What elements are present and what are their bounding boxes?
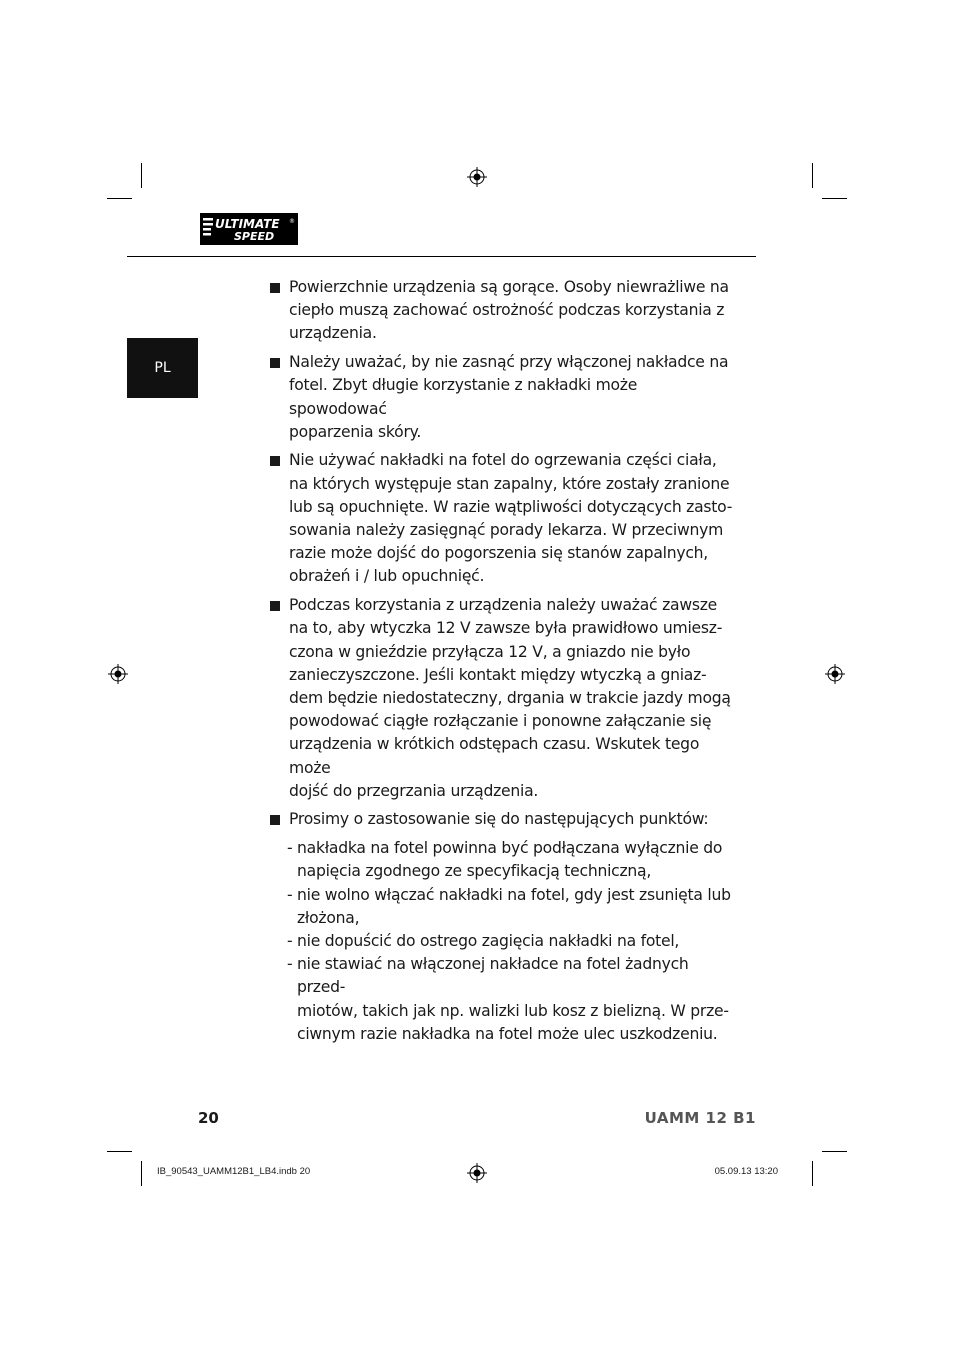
bullet-line: urządzenia. <box>289 324 377 343</box>
bullet-line: obrażeń i / lub opuchnięć. <box>289 567 485 586</box>
dash-line: złożona, <box>297 908 360 927</box>
crop-mark <box>141 163 142 188</box>
bullet-item <box>268 449 738 588</box>
registration-mark-icon <box>825 664 845 684</box>
crop-mark <box>822 198 847 199</box>
dash-item <box>268 953 738 1046</box>
dash-marker: - <box>287 931 293 950</box>
crop-mark <box>141 1161 142 1186</box>
bullet-line: na których występuje stan zapalny, które zostały zranione <box>289 474 730 493</box>
safety-instructions <box>268 276 738 1046</box>
dash-item <box>268 930 738 953</box>
registration-mark-icon <box>467 1163 487 1183</box>
dash-marker: - <box>287 839 293 858</box>
crop-mark <box>812 1161 813 1186</box>
model-number: UAMM 12 B1 <box>644 1109 756 1127</box>
bullet-item <box>268 351 738 444</box>
language-tab <box>127 338 198 398</box>
bullet-line: dojść do przegrzania urządzenia. <box>289 781 539 800</box>
bullet-line: fotel. Zbyt długie korzystanie z nakładki może spowodować <box>289 376 638 418</box>
header-rule <box>127 256 756 257</box>
dash-line: napięcia zgodnego ze specyfikacją techniczną, <box>297 862 652 881</box>
bullet-item <box>268 276 738 346</box>
svg-text:SPEED: SPEED <box>234 230 275 243</box>
slug-datetime: 05.09.13 13:20 <box>714 1166 778 1177</box>
bullet-line: lub są opuchnięte. W razie wątpliwości dotyczących zasto- <box>289 497 733 516</box>
dash-marker: - <box>287 885 293 904</box>
dash-item <box>268 837 738 883</box>
bullet-line: Prosimy o zastosowanie się do następujących punktów: <box>289 810 709 829</box>
bullet-line: ciepło muszą zachować ostrożność podczas korzystania z <box>289 301 725 320</box>
crop-mark <box>812 163 813 188</box>
bullet-item <box>268 808 738 831</box>
bullet-line: razie może dojść do pogorszenia się stanów zapalnych, <box>289 544 708 563</box>
page-number: 20 <box>198 1109 219 1127</box>
registration-mark-icon <box>467 167 487 187</box>
bullet-line: zanieczyszczone. Jeśli kontakt między wtyczką a gniaz- <box>289 665 707 684</box>
bullet-square-icon <box>270 601 280 611</box>
bullet-line: sowania należy zasięgnąć porady lekarza. W przeciwnym <box>289 521 724 540</box>
registration-mark-icon <box>108 664 128 684</box>
bullet-line: urządzenia w krótkich odstępach czasu. Wskutek tego może <box>289 735 700 777</box>
dash-list <box>268 837 738 1046</box>
bullet-line: poparzenia skóry. <box>289 422 422 441</box>
dash-line: ciwnym razie nakładka na fotel może ulec uszkodzeniu. <box>297 1024 718 1043</box>
bullet-line: czona w gnieździe przyłącza 12 V, a gniazdo nie było <box>289 642 691 661</box>
svg-text:ULTIMATE: ULTIMATE <box>215 217 280 231</box>
bullet-item <box>268 594 738 803</box>
bullet-line: Należy uważać, by nie zasnąć przy włączonej nakładce na <box>289 353 729 372</box>
bullet-line: dem będzie niedostateczny, drgania w trakcie jazdy mogą <box>289 688 731 707</box>
ultimate-speed-logo <box>200 213 298 245</box>
bullet-line: Podczas korzystania z urządzenia należy uważać zawsze <box>289 596 717 615</box>
dash-item <box>268 884 738 930</box>
bullet-square-icon <box>270 358 280 368</box>
dash-line: nie dopuścić do ostrego zagięcia nakładki na fotel, <box>297 931 680 950</box>
dash-line: nie stawiać na włączonej nakładce na fotel żadnych przed- <box>297 955 689 997</box>
slug-filename: IB_90543_UAMM12B1_LB4.indb 20 <box>157 1166 311 1177</box>
dash-line: miotów, takich jak np. walizki lub kosz z bielizną. W prze- <box>297 1001 729 1020</box>
bullet-line: powodować ciągłe rozłączanie i ponowne załączanie się <box>289 712 712 731</box>
dash-line: nakładka na fotel powinna być podłączana wyłącznie do <box>297 839 723 858</box>
bullet-square-icon <box>270 456 280 466</box>
bullet-list <box>268 276 738 832</box>
dash-marker: - <box>287 955 293 974</box>
dash-line: nie wolno włączać nakładki na fotel, gdy jest zsunięta lub <box>297 885 731 904</box>
bullet-square-icon <box>270 283 280 293</box>
bullet-line: Powierzchnie urządzenia są gorące. Osoby niewrażliwe na <box>289 278 729 296</box>
bullet-square-icon <box>270 815 280 825</box>
crop-mark <box>107 1151 132 1152</box>
language-tab-label: PL <box>154 360 171 376</box>
crop-mark <box>107 198 132 199</box>
bullet-line: Nie używać nakładki na fotel do ogrzewania części ciała, <box>289 451 717 470</box>
crop-mark <box>822 1151 847 1152</box>
bullet-line: na to, aby wtyczka 12 V zawsze była prawidłowo umiesz- <box>289 619 723 638</box>
svg-text:®: ® <box>289 218 295 225</box>
